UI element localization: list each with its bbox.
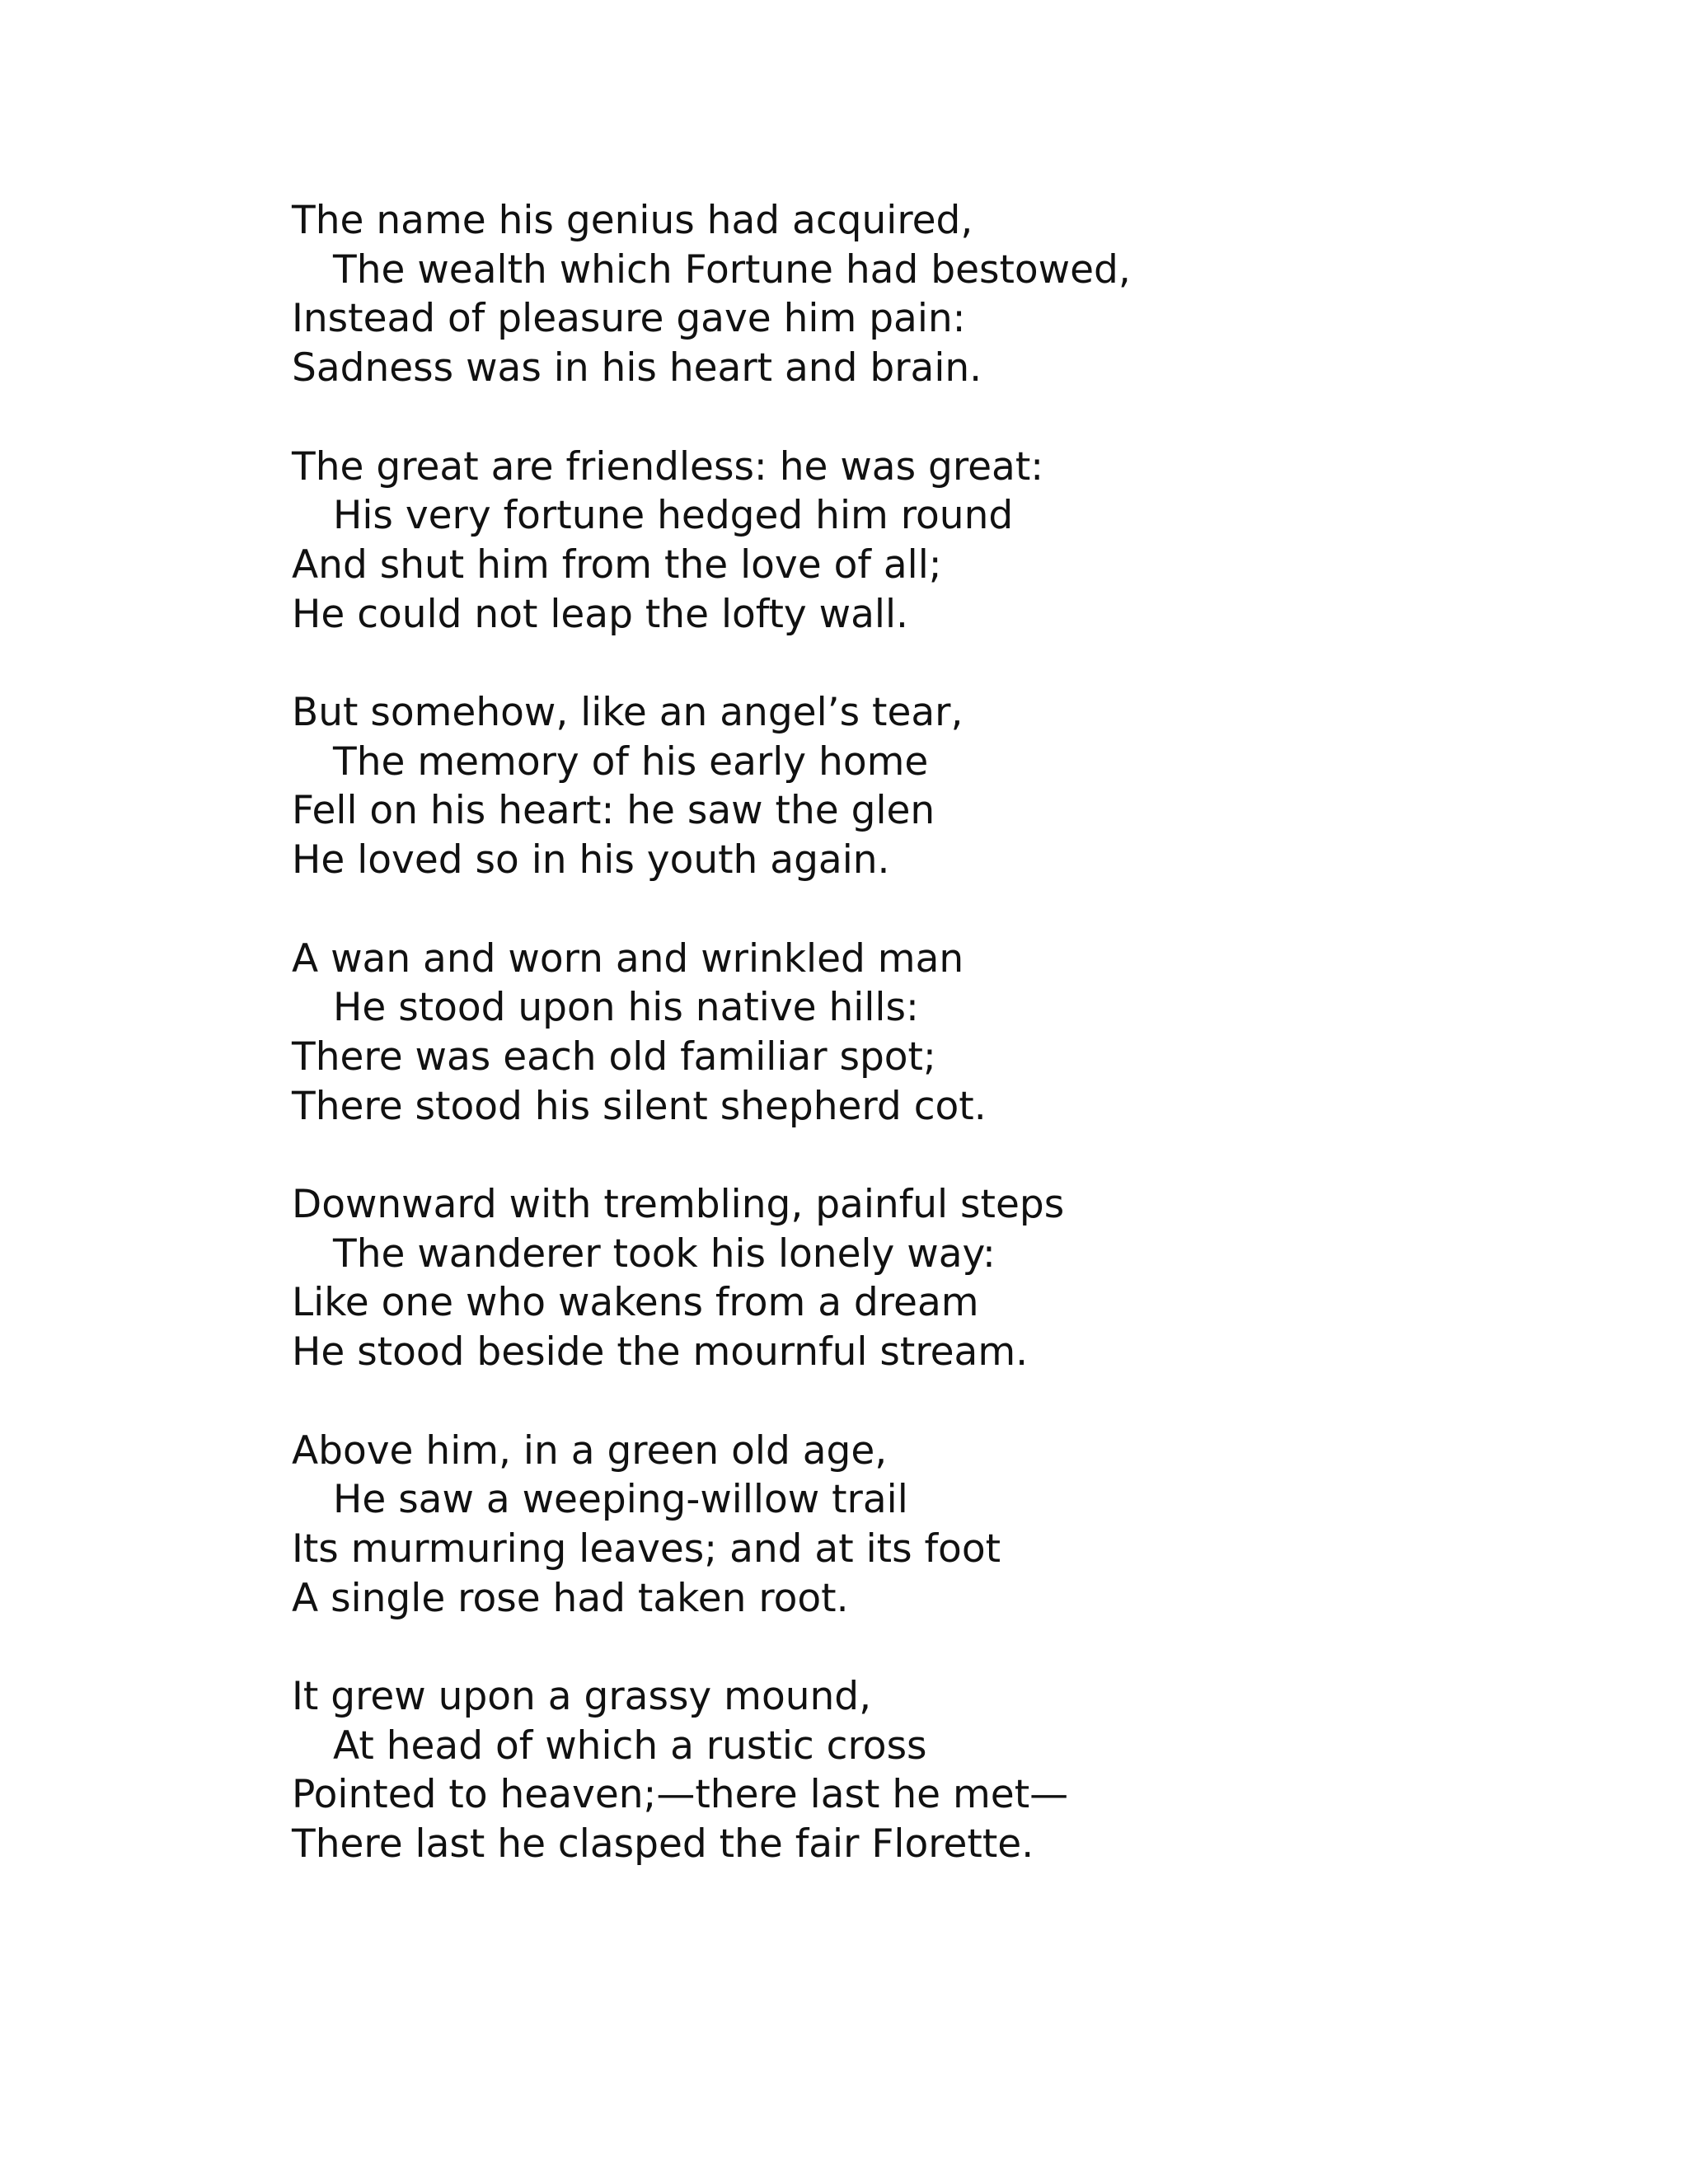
- stanza-2: [292, 443, 1528, 640]
- poem-line: Fell on his heart: he saw the glen: [292, 788, 935, 834]
- poem-line: The great are friendless: he was great:: [292, 443, 1044, 490]
- stanza-6: [292, 1427, 1528, 1624]
- stanza-1: [292, 196, 1528, 393]
- poem-line: The memory of his early home: [333, 738, 929, 785]
- poem-line: Downward with trembling, painful steps: [292, 1182, 1065, 1227]
- poem-line: Like one who wakens from a dream: [292, 1280, 979, 1326]
- poem-line: There was each old familiar spot;: [292, 1033, 936, 1080]
- poem-line: Pointed to heaven;—there last he met—: [292, 1772, 1069, 1818]
- poem-line: It grew upon a grassy mound,: [292, 1674, 872, 1719]
- poem-line: Instead of pleasure gave him pain:: [292, 296, 966, 342]
- poem-line: The wanderer took his lonely way:: [333, 1230, 996, 1277]
- poem-line: The name his genius had acquired,: [292, 198, 973, 243]
- poem-line: At head of which a rustic cross: [333, 1722, 927, 1769]
- poem-line: And shut him from the love of all;: [292, 541, 942, 588]
- poem-line: But somehow, like an angel’s tear,: [292, 690, 964, 735]
- poem-line: Its murmuring leaves; and at its foot: [292, 1526, 1001, 1572]
- poem-line: There stood his silent shepherd cot.: [292, 1083, 987, 1129]
- poem-line: He could not leap the lofty wall.: [292, 591, 908, 637]
- poem-line: He stood upon his native hills:: [333, 985, 919, 1031]
- poem-line: He stood beside the mournful stream.: [292, 1329, 1029, 1376]
- stanza-7: [292, 1672, 1528, 1869]
- stanza-3: [292, 688, 1528, 885]
- poem-line: A wan and worn and wrinkled man: [292, 935, 964, 982]
- poem-line: There last he clasped the fair Florette.: [292, 1821, 1034, 1868]
- poem-line: His very fortune hedged him round: [333, 493, 1014, 539]
- stanza-4: [292, 935, 1528, 1132]
- poem-line: The wealth which Fortune had bestowed,: [333, 246, 1131, 293]
- poem-line: He loved so in his youth again.: [292, 837, 890, 883]
- poem-body: [292, 196, 1528, 1919]
- poem-line: A single rose had taken root.: [292, 1575, 849, 1621]
- poem-line: Sadness was in his heart and brain.: [292, 345, 982, 391]
- poem-line: He saw a weeping-willow trail: [333, 1477, 908, 1523]
- poem-line: Above him, in a green old age,: [292, 1427, 888, 1474]
- stanza-5: [292, 1180, 1528, 1377]
